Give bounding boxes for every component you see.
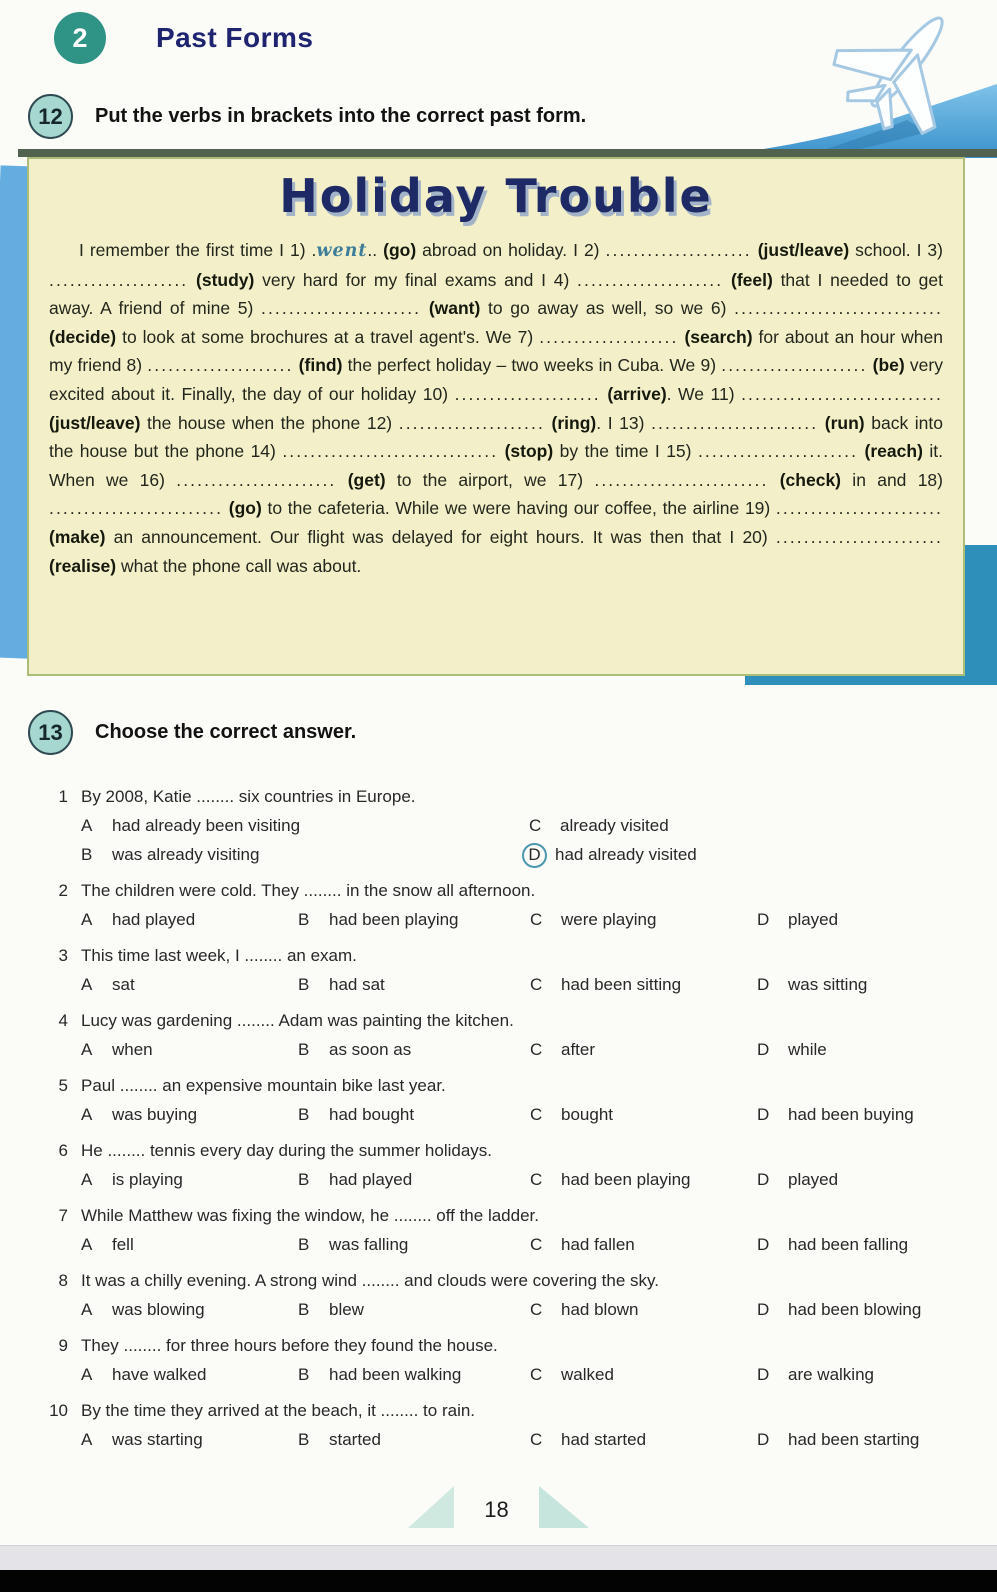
passage-text: in and 18)	[841, 469, 943, 490]
option-text: had been blowing	[788, 1300, 922, 1319]
answer-option	[81, 1037, 298, 1063]
option-letter: B	[81, 845, 93, 864]
passage-text	[818, 413, 825, 433]
page-footer	[0, 1486, 997, 1528]
handwritten-answer: went	[316, 241, 368, 261]
passage-text: to the airport, we 17)	[385, 469, 595, 490]
answer-option	[757, 1102, 970, 1128]
answer-option	[81, 842, 529, 868]
option-text: had already been visiting	[112, 816, 301, 835]
answer-option	[529, 842, 970, 868]
question	[44, 1398, 970, 1453]
question-number: 2	[58, 881, 68, 900]
answer-option	[757, 1167, 970, 1193]
option-text: blew	[329, 1300, 364, 1319]
verb-hint: (arrive)	[607, 383, 667, 404]
option-letter: C	[530, 1235, 543, 1254]
answer-option	[757, 907, 970, 933]
question	[44, 1333, 970, 1388]
options-row	[81, 1037, 970, 1063]
option-letter: A	[81, 1430, 93, 1449]
airplane-icon	[757, 0, 997, 158]
passage-text: to look at some brochures at a travel agent's. We 7)	[116, 326, 540, 347]
option-letter: B	[298, 1040, 310, 1059]
option-letter: B	[298, 910, 310, 929]
option-letter: D	[757, 1235, 770, 1254]
answer-option	[298, 1037, 530, 1063]
option-text: was blowing	[112, 1300, 205, 1319]
option-letter: D	[757, 910, 770, 929]
question-stem: While Matthew was fixing the window, he ........ off the ladder.	[81, 1206, 539, 1225]
exercise-12-instruction: Put the verbs in brackets into the correct past form.	[95, 105, 587, 127]
option-letter: B	[298, 1170, 310, 1189]
passage-text	[723, 270, 731, 290]
verb-hint: (decide)	[49, 326, 117, 347]
verb-hint: (realise)	[49, 555, 117, 576]
options-row	[81, 813, 970, 868]
question-number: 5	[58, 1076, 68, 1095]
airplane-illustration	[757, 0, 997, 158]
verb-hint: (just/leave)	[49, 412, 141, 433]
holiday-passage	[49, 236, 943, 580]
answer-option	[81, 972, 298, 998]
question-stem: Paul ........ an expensive mountain bike last year.	[81, 1076, 446, 1095]
footer-sail-right-icon	[539, 1486, 589, 1528]
answer-option	[530, 1232, 757, 1258]
option-text: had been falling	[788, 1235, 909, 1254]
passage-text: I remember the first time I 1) .	[79, 240, 317, 260]
option-letter: C	[529, 816, 542, 835]
answer-option	[298, 1232, 530, 1258]
blank-dots: .......................	[261, 298, 422, 319]
bottom-black-bar	[0, 1570, 997, 1592]
passage-text: what the phone call was about.	[116, 555, 362, 576]
question	[44, 878, 970, 933]
option-text: had played	[329, 1170, 413, 1189]
option-letter: D	[757, 1300, 770, 1319]
answer-option	[757, 1037, 970, 1063]
question-number: 10	[49, 1401, 68, 1420]
option-letter: B	[298, 1300, 310, 1319]
question	[44, 1008, 970, 1063]
options-row	[81, 1232, 970, 1258]
blank-dots: .....................	[721, 355, 868, 376]
option-text: had already visited	[555, 845, 697, 864]
blank-dots: ...............................	[282, 441, 499, 462]
unit-number: 2	[72, 22, 88, 53]
answer-option	[298, 1427, 530, 1453]
option-letter: B	[298, 1365, 310, 1384]
option-text: had been walking	[329, 1365, 462, 1384]
question-stem: It was a chilly evening. A strong wind ........ and clouds were covering the sky.	[81, 1271, 659, 1290]
page-number: 18	[484, 1497, 509, 1522]
option-text: while	[788, 1040, 827, 1059]
question-stem: By the time they arrived at the beach, it ........ to rain.	[81, 1401, 476, 1420]
option-text: after	[561, 1040, 596, 1059]
option-letter: A	[81, 1300, 93, 1319]
passage-text: an announcement. Our flight was delayed for eight hours. It was then that I 20)	[105, 526, 776, 547]
options-row	[81, 1362, 970, 1388]
answer-option	[530, 1167, 757, 1193]
question-stem: By 2008, Katie ........ six countries in Europe.	[81, 787, 416, 806]
verb-hint: (reach)	[864, 441, 923, 462]
question	[44, 1138, 970, 1193]
option-text: was sitting	[788, 975, 868, 994]
option-letter: C	[530, 910, 543, 929]
passage-text: . I 13)	[596, 412, 652, 433]
passage-text: . We 11)	[666, 383, 742, 404]
question	[44, 943, 970, 998]
option-text: had started	[561, 1430, 647, 1449]
question-stem: They ........ for three hours before they found the house.	[81, 1336, 498, 1355]
option-text: are walking	[788, 1365, 874, 1384]
verb-hint: (make)	[49, 526, 106, 547]
blank-dots: .....................	[398, 412, 545, 433]
questions-list	[44, 784, 970, 1463]
verb-hint: (run)	[824, 412, 865, 433]
answer-option	[530, 972, 757, 998]
blank-dots: .....................	[454, 383, 601, 404]
verb-hint: (feel)	[731, 269, 773, 290]
passage-text: for about an hour when my friend 8)	[49, 326, 943, 376]
options-row	[81, 1297, 970, 1323]
answer-option	[298, 1362, 530, 1388]
option-text: walked	[561, 1365, 614, 1384]
option-letter: C	[530, 1365, 543, 1384]
answer-option	[298, 1297, 530, 1323]
verb-hint: (go)	[383, 240, 417, 260]
passage-text: that I needed to get away. A friend of mine 5)	[49, 269, 943, 319]
exercise-12-header	[28, 94, 586, 139]
option-letter: A	[81, 1235, 93, 1254]
option-text: was falling	[329, 1235, 409, 1254]
question-stem: Lucy was gardening ........ Adam was painting the kitchen.	[81, 1011, 514, 1030]
option-text: had fallen	[561, 1235, 635, 1254]
blank-dots: ..............................	[734, 298, 943, 319]
option-letter: D	[757, 1430, 770, 1449]
passage-text: very excited about it. Finally, the day of our holiday 10)	[49, 355, 943, 404]
verb-hint: (go)	[228, 498, 262, 519]
option-text: had been playing	[329, 910, 459, 929]
option-letter: C	[530, 1300, 543, 1319]
verb-hint: (stop)	[504, 441, 554, 462]
option-letter: B	[298, 1235, 310, 1254]
blank-dots: .........................	[594, 469, 769, 490]
option-text: is playing	[112, 1170, 183, 1189]
question-number: 9	[58, 1336, 68, 1355]
blank-dots: .........................	[49, 498, 224, 519]
passage-text: to go away as well, so we 6)	[480, 298, 735, 319]
option-text: had bought	[329, 1105, 415, 1124]
box-top-stripe	[18, 149, 997, 157]
blank-dots: .....................	[577, 269, 724, 290]
answer-option	[298, 1167, 530, 1193]
blank-dots: .....................	[147, 355, 294, 376]
option-text: was buying	[112, 1105, 198, 1124]
option-text: as soon as	[329, 1040, 412, 1059]
passage-text	[421, 298, 429, 318]
answer-option	[298, 1102, 530, 1128]
option-text: played	[788, 910, 839, 929]
option-text: had been sitting	[561, 975, 682, 994]
answer-option	[757, 1362, 970, 1388]
question	[44, 784, 970, 868]
option-text: started	[329, 1430, 381, 1449]
option-letter: B	[298, 1105, 310, 1124]
option-letter: D	[757, 1105, 770, 1124]
answer-option	[757, 1427, 970, 1453]
exercise-13-instruction: Choose the correct answer.	[95, 721, 357, 743]
answer-option	[530, 1037, 757, 1063]
option-text: had played	[112, 910, 196, 929]
options-row	[81, 1167, 970, 1193]
passage-text: to the cafeteria. While we were having our coffee, the airline 19)	[261, 498, 776, 519]
verb-hint: (want)	[428, 298, 481, 319]
options-row	[81, 1427, 970, 1453]
answer-option	[81, 1102, 298, 1128]
option-text: when	[112, 1040, 153, 1059]
answer-option	[81, 813, 529, 839]
answer-option	[298, 972, 530, 998]
option-letter: B	[298, 975, 310, 994]
answer-option	[81, 1232, 298, 1258]
passage-text: very hard for my final exams and I 4)	[254, 269, 578, 290]
question	[44, 1073, 970, 1128]
option-letter: D	[757, 1170, 770, 1189]
option-text: fell	[112, 1235, 134, 1254]
question-stem: The children were cold. They ........ in the snow all afternoon.	[81, 881, 536, 900]
option-letter: A	[81, 1170, 93, 1189]
verb-hint: (be)	[872, 355, 905, 376]
question	[44, 1268, 970, 1323]
option-text: was already visiting	[112, 845, 260, 864]
option-letter: A	[81, 1365, 93, 1384]
option-letter: A	[81, 975, 93, 994]
header-section	[54, 12, 314, 64]
verb-hint: (check)	[779, 469, 842, 490]
passage-text: the perfect holiday – two weeks in Cuba. We 9)	[342, 355, 722, 376]
passage-text: abroad on holiday. I 2)	[416, 240, 606, 260]
holiday-box-title: Holiday Trouble	[279, 169, 713, 223]
answer-option	[757, 972, 970, 998]
options-row	[81, 1102, 970, 1128]
option-text: already visited	[560, 816, 669, 835]
exercise-12-badge	[28, 94, 73, 139]
option-letter: A	[81, 910, 93, 929]
answer-option	[530, 907, 757, 933]
blank-dots: .......................	[697, 441, 859, 462]
exercise-13-header	[28, 710, 356, 755]
answer-option	[757, 1297, 970, 1323]
passage-text: it. When we 16)	[49, 441, 943, 490]
option-text: had blown	[561, 1300, 639, 1319]
option-text: were playing	[561, 910, 657, 929]
passage-text: back into the house but the phone 14)	[49, 412, 944, 462]
unit-number-badge	[54, 12, 106, 64]
option-text: bought	[561, 1105, 613, 1124]
blank-dots: .......................	[176, 469, 337, 490]
verb-hint: (ring)	[551, 412, 597, 433]
option-letter: C	[530, 1040, 543, 1059]
verb-hint: (search)	[684, 326, 753, 347]
blank-dots: .....................	[605, 240, 752, 260]
question-number: 1	[58, 787, 68, 806]
option-text: played	[788, 1170, 839, 1189]
option-text: had been buying	[788, 1105, 914, 1124]
option-letter: A	[81, 1040, 93, 1059]
answer-option	[530, 1362, 757, 1388]
exercise-13-number: 13	[38, 719, 63, 745]
passage-text: school. I 3)	[849, 240, 943, 260]
option-letter: B	[298, 1430, 310, 1449]
option-letter: D	[757, 975, 770, 994]
option-letter: D	[757, 1040, 770, 1059]
blank-dots: ........................	[775, 526, 943, 547]
question-number: 7	[58, 1206, 68, 1225]
option-letter: A	[81, 1105, 93, 1124]
bottom-gray-bar	[0, 1545, 997, 1570]
option-text: have walked	[112, 1365, 207, 1384]
verb-hint: (find)	[298, 355, 343, 376]
option-text: had sat	[329, 975, 385, 994]
options-row	[81, 972, 970, 998]
selected-answer-circle: D	[522, 843, 547, 868]
option-letter: C	[530, 1105, 543, 1124]
page-title: Past Forms	[156, 22, 314, 53]
answer-option	[81, 1362, 298, 1388]
verb-hint: (study)	[196, 269, 255, 290]
option-text: was starting	[112, 1430, 203, 1449]
passage-text	[336, 470, 347, 490]
passage-text: by the time I 15)	[553, 441, 698, 462]
question-stem: This time last week, I ........ an exam.	[81, 946, 357, 965]
option-letter: C	[530, 975, 543, 994]
option-text: sat	[112, 975, 135, 994]
blank-dots: ....................	[49, 269, 189, 290]
answer-option	[757, 1232, 970, 1258]
blank-dots: ........................	[651, 412, 819, 433]
option-letter: D	[757, 1365, 770, 1384]
holiday-box	[27, 157, 965, 676]
answer-option	[81, 1167, 298, 1193]
option-letter: C	[530, 1430, 543, 1449]
option-text: had been playing	[561, 1170, 691, 1189]
question-number: 3	[58, 946, 68, 965]
exercise-12-number: 12	[38, 103, 63, 129]
passage-text	[188, 270, 196, 290]
blank-dots: ........................	[775, 498, 943, 519]
passage-text	[768, 470, 779, 490]
blank-dots: .............................	[741, 383, 943, 404]
answer-option	[81, 907, 298, 933]
answer-option	[530, 1427, 757, 1453]
answer-option	[298, 907, 530, 933]
blank-dots: ....................	[539, 326, 679, 347]
options-row	[81, 907, 970, 933]
question-number: 6	[58, 1141, 68, 1160]
answer-option	[530, 1102, 757, 1128]
answer-option	[81, 1427, 298, 1453]
option-letter: A	[81, 816, 93, 835]
question-number: 4	[58, 1011, 68, 1030]
exercise-13-badge	[28, 710, 73, 755]
question-stem: He ........ tennis every day during the summer holidays.	[81, 1141, 493, 1160]
answer-option	[529, 813, 970, 839]
option-text: had been starting	[788, 1430, 920, 1449]
question	[44, 1203, 970, 1258]
passage-text: the house when the phone 12)	[140, 412, 399, 433]
option-letter: C	[530, 1170, 543, 1189]
answer-option	[81, 1297, 298, 1323]
footer-sail-left-icon	[408, 1486, 454, 1528]
answer-option	[530, 1297, 757, 1323]
passage-text	[545, 413, 552, 433]
question-number: 8	[58, 1271, 68, 1290]
verb-hint: (get)	[347, 469, 386, 490]
verb-hint: (just/leave)	[757, 240, 850, 260]
passage-text: ..	[367, 240, 384, 260]
